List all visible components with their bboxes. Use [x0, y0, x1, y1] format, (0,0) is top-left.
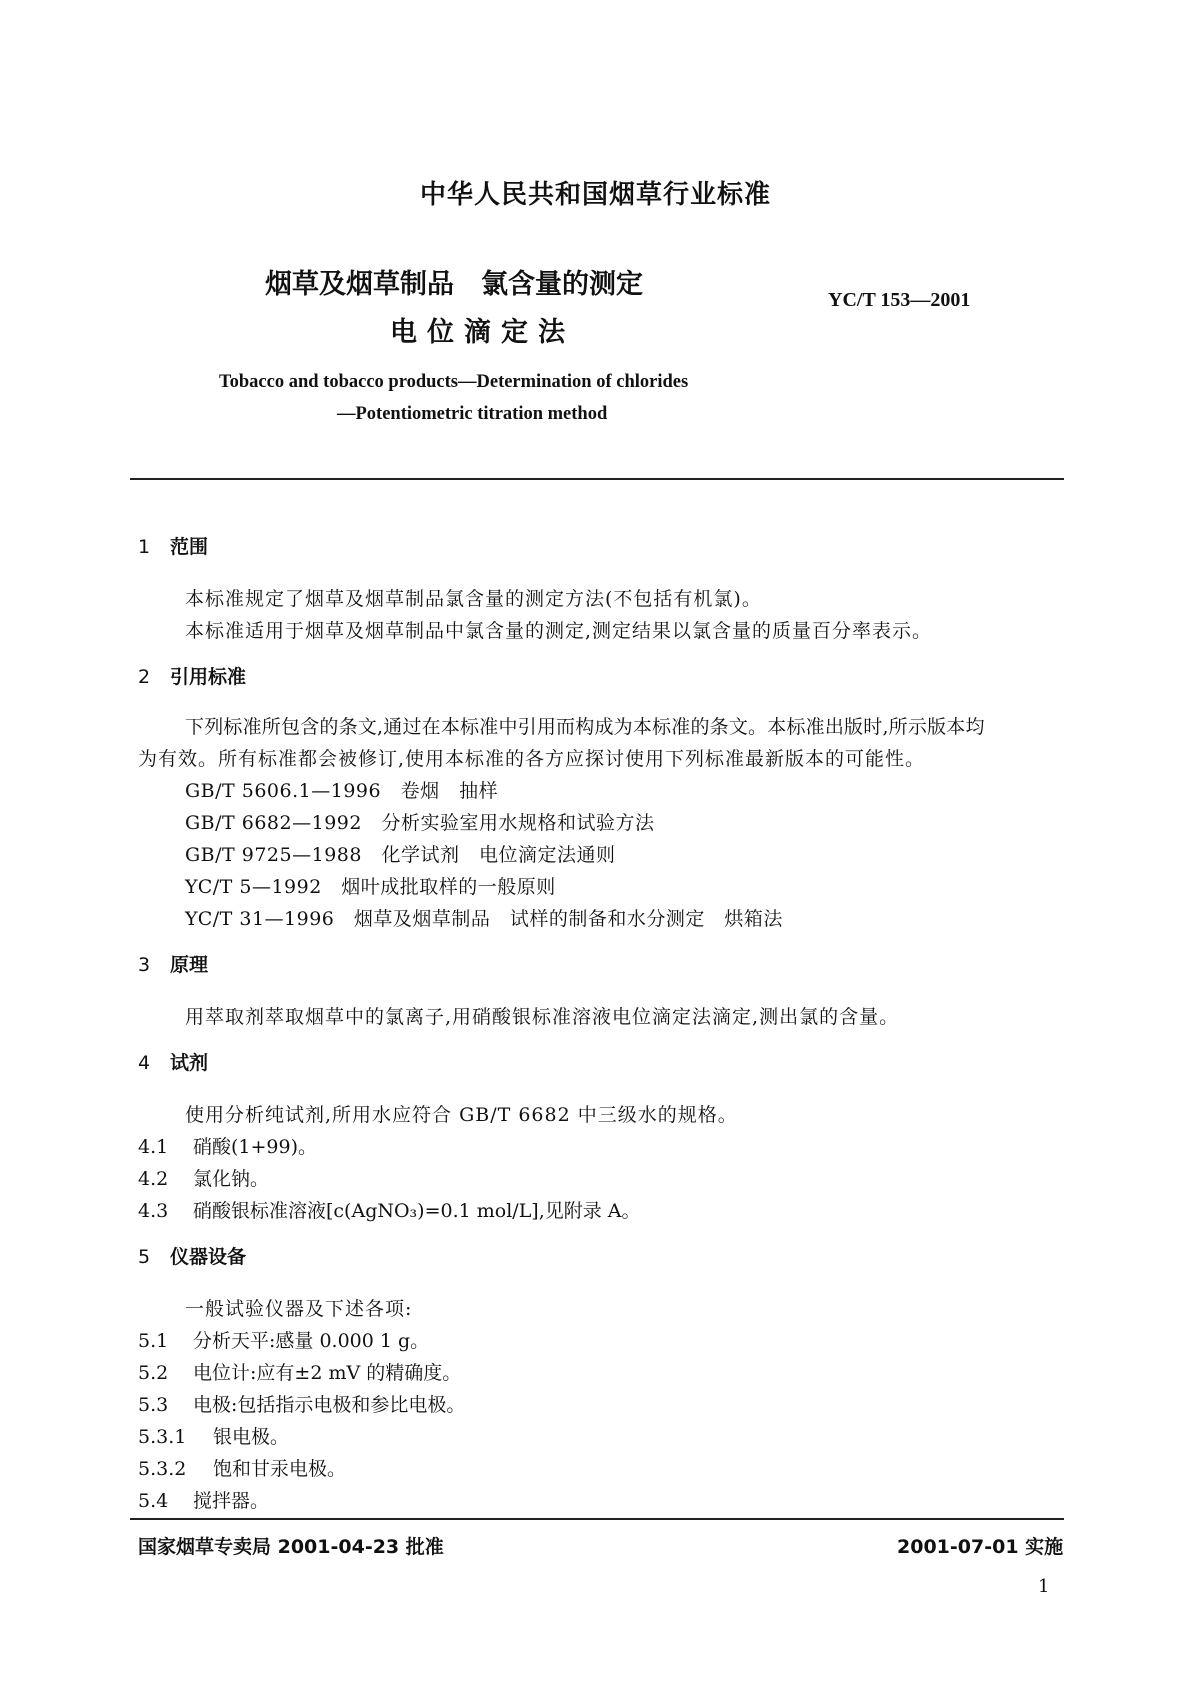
reference-item: GB/T 9725—1988 化学试剂 电位滴定法通则: [185, 844, 616, 866]
list-item: [138, 1422, 289, 1449]
paragraph: 一般试验仪器及下述各项:: [185, 1298, 413, 1320]
section-2-heading: [138, 662, 246, 689]
item-number: 4.2: [138, 1168, 169, 1190]
paragraph: 下列标准所包含的条文,通过在本标准中引用而构成为本标准的条文。本标准出版时,所示版本均: [185, 716, 985, 738]
item-text: 硝酸(1+99)。: [193, 1136, 318, 1158]
item-text: 氯化钠。: [193, 1168, 270, 1190]
list-item: [138, 1164, 269, 1191]
section-1-heading: [138, 532, 208, 559]
list-item: [138, 1454, 346, 1481]
item-text: 电位计:应有±2 mV 的精确度。: [193, 1362, 462, 1384]
english-title-line1: Tobacco and tobacco products—Determination of chlorides: [219, 372, 689, 392]
page-number: 1: [1038, 1576, 1050, 1597]
document-title-line1: 烟草及烟草制品 氯含量的测定: [265, 269, 643, 300]
item-text: 饱和甘汞电极。: [213, 1458, 347, 1480]
item-number: 5.2: [138, 1362, 169, 1384]
section-number: 3: [138, 954, 151, 976]
paragraph: 使用分析纯试剂,所用水应符合 GB/T 6682 中三级水的规格。: [185, 1104, 738, 1126]
header-divider: [130, 478, 1064, 480]
item-number: 5.3.2: [138, 1458, 187, 1480]
list-item: [138, 1326, 429, 1353]
item-text: 电极:包括指示电极和参比电极。: [193, 1394, 466, 1416]
approval-date: 国家烟草专卖局 2001-04-23 批准: [138, 1536, 444, 1558]
reference-item: YC/T 31—1996 烟草及烟草制品 试样的制备和水分测定 烘箱法: [185, 908, 783, 930]
standard-number-text: YC/T 153—2001: [828, 289, 971, 311]
item-number: 4.1: [138, 1136, 169, 1158]
section-number: 5: [138, 1246, 151, 1268]
footer-divider: [130, 1518, 1064, 1520]
section-number: 2: [138, 666, 151, 688]
item-number: 5.3.1: [138, 1426, 187, 1448]
list-item: [138, 1132, 317, 1159]
paragraph: 本标准适用于烟草及烟草制品中氯含量的测定,测定结果以氯含量的质量百分率表示。: [185, 620, 933, 642]
section-title: 试剂: [170, 1052, 209, 1074]
list-item: [138, 1358, 461, 1385]
paragraph: 为有效。所有标准都会被修订,使用本标准的各方应探讨使用下列标准最新版本的可能性。: [138, 748, 926, 770]
section-3-heading: [138, 950, 208, 977]
item-text: 搅拌器。: [193, 1490, 270, 1512]
item-number: 4.3: [138, 1200, 169, 1222]
list-item: [138, 1486, 269, 1513]
section-5-heading: [138, 1242, 246, 1269]
section-4-heading: [138, 1048, 208, 1075]
section-title: 引用标准: [170, 666, 247, 688]
item-number: 5.1: [138, 1330, 169, 1352]
section-title: 仪器设备: [170, 1246, 247, 1268]
item-text: 银电极。: [213, 1426, 290, 1448]
document-title-line2: 电位滴定法: [390, 317, 575, 348]
english-title-line2: —Potentiometric titration method: [337, 404, 608, 424]
effective-date: 2001-07-01 实施: [897, 1536, 1064, 1558]
paragraph: 用萃取剂萃取烟草中的氯离子,用硝酸银标准溶液电位滴定法滴定,测出氯的含量。: [185, 1006, 900, 1028]
section-number: 1: [138, 536, 151, 558]
standard-type-heading: 中华人民共和国烟草行业标准: [419, 180, 771, 210]
section-number: 4: [138, 1052, 151, 1074]
list-item: [138, 1390, 465, 1417]
reference-item: GB/T 6682—1992 分析实验室用水规格和试验方法: [185, 812, 655, 834]
paragraph: 本标准规定了烟草及烟草制品氯含量的测定方法(不包括有机氯)。: [185, 588, 762, 610]
list-item: [138, 1196, 641, 1223]
reference-item: YC/T 5—1992 烟叶成批取样的一般原则: [185, 876, 556, 898]
standard-number: [828, 287, 970, 312]
reference-item: GB/T 5606.1—1996 卷烟 抽样: [185, 780, 499, 802]
section-title: 原理: [170, 954, 209, 976]
section-title: 范围: [170, 536, 209, 558]
item-text: 分析天平:感量 0.000 1 g。: [193, 1330, 430, 1352]
item-number: 5.4: [138, 1490, 169, 1512]
item-number: 5.3: [138, 1394, 169, 1416]
item-text: 硝酸银标准溶液[c(AgNO₃)=0.1 mol/L],见附录 A。: [193, 1200, 641, 1222]
